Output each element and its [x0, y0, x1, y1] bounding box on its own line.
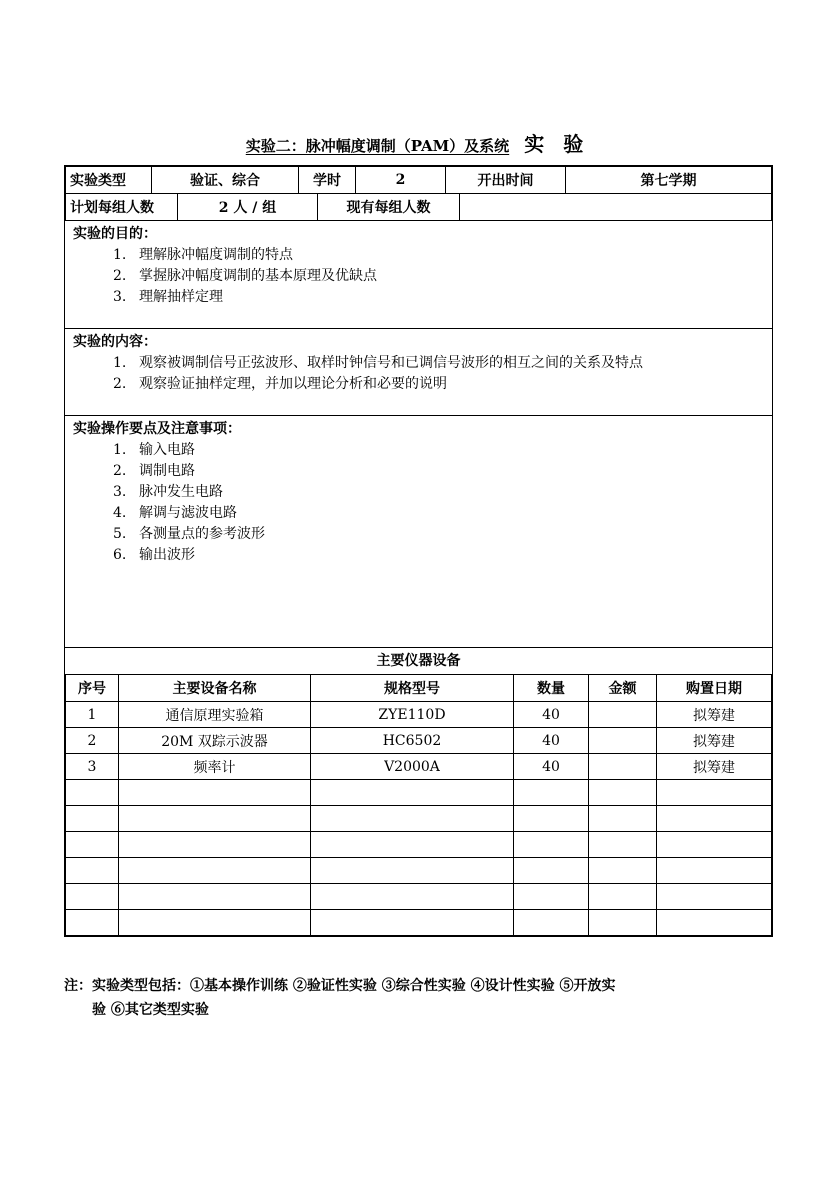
cell-model — [311, 780, 514, 806]
cell-amount — [589, 910, 657, 936]
experiment-sheet — [64, 165, 773, 937]
cell-index: 1 — [66, 702, 119, 728]
cell-model — [311, 806, 514, 832]
operation-title: 实验操作要点及注意事项： — [73, 421, 241, 437]
cell-name — [119, 806, 311, 832]
cell-index: 2 — [66, 728, 119, 754]
cell-name — [119, 858, 311, 884]
list-item: 4. 解调与滤波电路 — [113, 505, 237, 521]
cell-index — [66, 832, 119, 858]
cell-purchase-date: 拟筹建 — [657, 702, 772, 728]
purpose-title: 实验的目的： — [73, 226, 157, 242]
cell-index: 3 — [66, 754, 119, 780]
equipment-header-row — [66, 675, 772, 702]
cell-index — [66, 780, 119, 806]
cell-purchase-date: 拟筹建 — [657, 754, 772, 780]
cell-purchase-date — [657, 806, 772, 832]
cell-quantity — [514, 780, 589, 806]
info-row-2 — [66, 194, 772, 221]
operation-section — [65, 415, 772, 647]
open-time-label: 开出时间 — [446, 167, 566, 194]
cell-model: V2000A — [311, 754, 514, 780]
cell-amount — [589, 780, 657, 806]
col-header-model: 规格型号 — [311, 675, 514, 702]
col-header-quantity: 数量 — [514, 675, 589, 702]
list-item: 3. 脉冲发生电路 — [113, 484, 223, 500]
cell-amount — [589, 858, 657, 884]
cell-amount — [589, 806, 657, 832]
table-row — [66, 780, 772, 806]
list-item: 5. 各测量点的参考波形 — [113, 526, 265, 542]
content-list — [73, 353, 764, 395]
cell-quantity: 40 — [514, 702, 589, 728]
col-header-index: 序号 — [66, 675, 119, 702]
cell-index — [66, 884, 119, 910]
equipment-body — [66, 702, 772, 936]
info-table-2 — [65, 193, 772, 221]
open-time-value: 第七学期 — [566, 167, 772, 194]
cell-amount — [589, 728, 657, 754]
purpose-list — [73, 245, 764, 308]
cell-model — [311, 884, 514, 910]
footnote-line-1: 注：实验类型包括：①基本操作训练 ②验证性实验 ③综合性实验 ④设计性实验 ⑤开放实 — [64, 978, 616, 994]
cell-name — [119, 832, 311, 858]
cell-model — [311, 910, 514, 936]
footnote — [64, 974, 784, 1022]
table-row — [66, 832, 772, 858]
cell-purchase-date: 拟筹建 — [657, 728, 772, 754]
cell-purchase-date — [657, 780, 772, 806]
cell-quantity — [514, 832, 589, 858]
list-item: 1. 观察被调制信号正弦波形、取样时钟信号和已调信号波形的相互之间的关系及特点 — [113, 355, 643, 371]
cell-quantity: 40 — [514, 754, 589, 780]
cell-amount — [589, 702, 657, 728]
table-row — [66, 884, 772, 910]
table-row — [66, 754, 772, 780]
equipment-table — [65, 674, 772, 936]
info-row-1 — [66, 167, 772, 194]
table-row — [66, 910, 772, 936]
list-item: 3. 理解抽样定理 — [113, 289, 223, 305]
info-table — [65, 166, 772, 194]
current-group-value — [460, 194, 772, 221]
purpose-section — [65, 221, 772, 328]
cell-index — [66, 858, 119, 884]
cell-amount — [589, 832, 657, 858]
cell-purchase-date — [657, 884, 772, 910]
equipment-title: 主要仪器设备 — [65, 647, 772, 674]
cell-quantity — [514, 884, 589, 910]
table-row — [66, 858, 772, 884]
col-header-purchase-date: 购置日期 — [657, 675, 772, 702]
cell-name: 频率计 — [119, 754, 311, 780]
col-header-name: 主要设备名称 — [119, 675, 311, 702]
cell-purchase-date — [657, 910, 772, 936]
operation-list — [73, 440, 764, 566]
cell-purchase-date — [657, 832, 772, 858]
cell-model: ZYE110D — [311, 702, 514, 728]
cell-amount — [589, 754, 657, 780]
list-item: 2. 调制电路 — [113, 463, 195, 479]
list-item: 2. 观察验证抽样定理，并加以理论分析和必要的说明 — [113, 376, 447, 392]
cell-purchase-date — [657, 858, 772, 884]
type-value: 验证、综合 — [152, 167, 299, 194]
cell-quantity: 40 — [514, 728, 589, 754]
content-title: 实验的内容： — [73, 334, 157, 350]
list-item: 6. 输出波形 — [113, 547, 195, 563]
type-label: 实验类型 — [66, 167, 152, 194]
hours-value: 2 — [356, 167, 446, 194]
cell-amount — [589, 884, 657, 910]
cell-quantity — [514, 858, 589, 884]
cell-name — [119, 780, 311, 806]
list-item: 1. 理解脉冲幅度调制的特点 — [113, 247, 293, 263]
cell-name: 通信原理实验箱 — [119, 702, 311, 728]
col-header-amount: 金额 — [589, 675, 657, 702]
cell-model: HC6502 — [311, 728, 514, 754]
footnote-line-2: 验 ⑥其它类型实验 — [92, 1002, 209, 1018]
list-item: 1. 输入电路 — [113, 442, 195, 458]
plan-group-label: 计划每组人数 — [66, 194, 178, 221]
list-item: 2. 掌握脉冲幅度调制的基本原理及优缺点 — [113, 268, 377, 284]
cell-index — [66, 910, 119, 936]
hours-label: 学时 — [299, 167, 356, 194]
cell-quantity — [514, 910, 589, 936]
cell-name — [119, 884, 311, 910]
page-title: 实验二：脉冲幅度调制（PAM）及系统 — [245, 137, 510, 155]
table-row — [66, 702, 772, 728]
table-row — [66, 806, 772, 832]
page-title-suffix: 实 验 — [524, 132, 590, 156]
plan-group-value: 2 人 / 组 — [178, 194, 318, 221]
cell-name: 20M 双踪示波器 — [119, 728, 311, 754]
cell-name — [119, 910, 311, 936]
cell-quantity — [514, 806, 589, 832]
table-row — [66, 728, 772, 754]
cell-index — [66, 806, 119, 832]
cell-model — [311, 832, 514, 858]
current-group-label: 现有每组人数 — [318, 194, 460, 221]
cell-model — [311, 858, 514, 884]
content-section — [65, 328, 772, 415]
page-title-row — [0, 128, 835, 157]
